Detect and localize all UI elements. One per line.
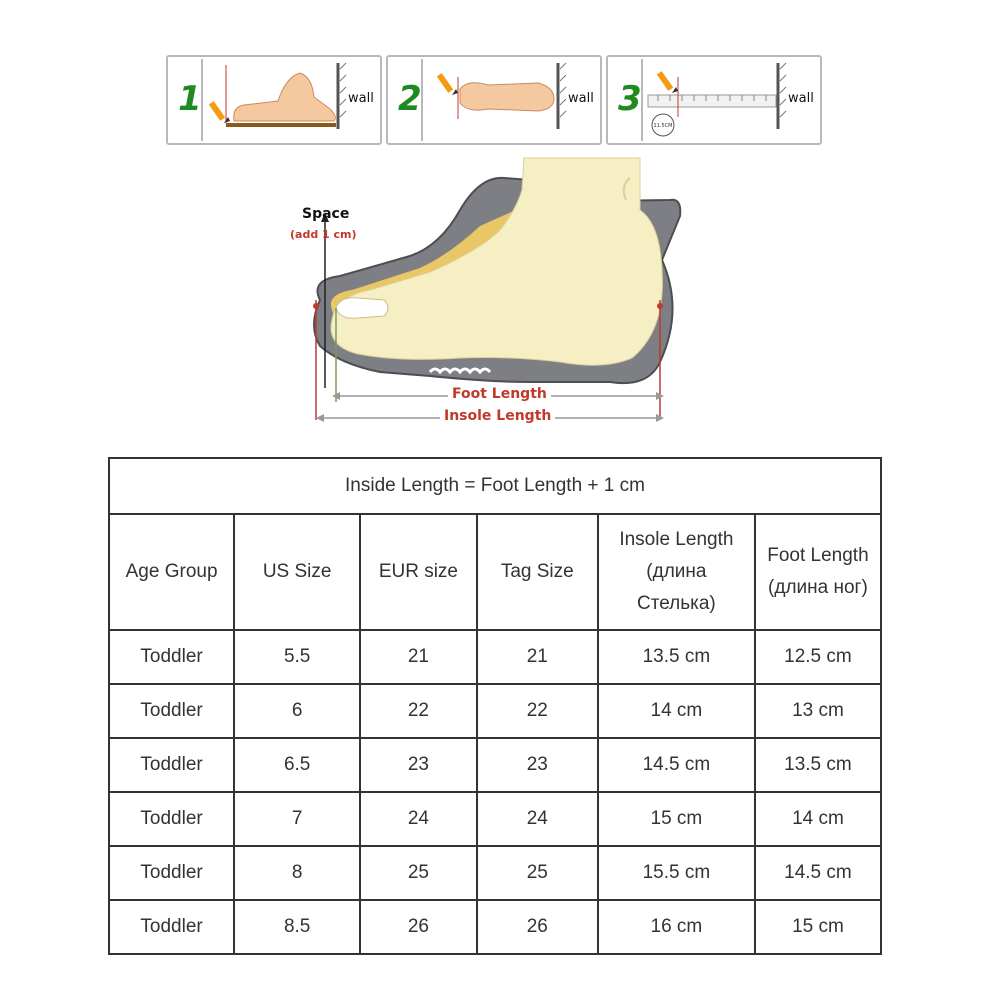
cell-us-size: 8: [234, 846, 360, 900]
cell-eur-size: 22: [360, 684, 477, 738]
size-chart-table: [108, 457, 882, 955]
cell-insole-length: 16 cm: [598, 900, 755, 954]
cell-tag-size: 23: [477, 738, 598, 792]
cell-tag-size: 21: [477, 630, 598, 684]
cell-age-group: Toddler: [109, 900, 234, 954]
insole-length-label: Insole Length: [440, 408, 555, 424]
cell-foot-length: 14 cm: [755, 792, 881, 846]
pencil-icon: [209, 101, 230, 123]
cell-foot-length: 13 cm: [755, 684, 881, 738]
space-note: (add 1 cm): [290, 228, 357, 241]
cell-age-group: Toddler: [109, 792, 234, 846]
cell-insole-length: 15.5 cm: [598, 846, 755, 900]
cell-foot-length: 15 cm: [755, 900, 881, 954]
space-label: Space: [302, 206, 350, 222]
measuring-steps: [166, 55, 818, 143]
step-3-wall-label: wall: [788, 91, 814, 106]
step-3-panel: [606, 55, 822, 145]
cell-foot-length: 14.5 cm: [755, 846, 881, 900]
header-tag-size: Tag Size: [477, 514, 598, 630]
table-title: Inside Length = Foot Length + 1 cm: [109, 458, 881, 514]
header-age-group: Age Group: [109, 514, 234, 630]
cell-age-group: Toddler: [109, 684, 234, 738]
pencil-icon: [437, 73, 458, 95]
cell-us-size: 5.5: [234, 630, 360, 684]
cell-eur-size: 23: [360, 738, 477, 792]
cell-tag-size: 24: [477, 792, 598, 846]
table-row: [109, 900, 881, 954]
step-2-wall-label: wall: [568, 91, 594, 106]
cell-insole-length: 14.5 cm: [598, 738, 755, 792]
cell-eur-size: 24: [360, 792, 477, 846]
step-3-number: 3: [618, 79, 642, 119]
cell-foot-length: 12.5 cm: [755, 630, 881, 684]
step-1-panel: [166, 55, 382, 145]
cell-age-group: Toddler: [109, 738, 234, 792]
cell-eur-size: 26: [360, 900, 477, 954]
header-insole-length: Insole Length (длина Стелька): [598, 514, 755, 630]
cell-insole-length: 15 cm: [598, 792, 755, 846]
cell-eur-size: 25: [360, 846, 477, 900]
cell-insole-length: 14 cm: [598, 684, 755, 738]
cell-us-size: 8.5: [234, 900, 360, 954]
step-2-panel: [386, 55, 602, 145]
table-title-row: [109, 458, 881, 514]
shoe-fit-diagram: [280, 150, 720, 440]
foot-length-label: Foot Length: [448, 386, 551, 402]
cell-age-group: Toddler: [109, 846, 234, 900]
ruler-badge-label: 11.5CM: [653, 123, 673, 129]
cell-eur-size: 21: [360, 630, 477, 684]
header-eur-size: EUR size: [360, 514, 477, 630]
cell-tag-size: 22: [477, 684, 598, 738]
cell-insole-length: 13.5 cm: [598, 630, 755, 684]
header-foot-length: Foot Length (длина ног): [755, 514, 881, 630]
cell-us-size: 7: [234, 792, 360, 846]
cell-foot-length: 13.5 cm: [755, 738, 881, 792]
pencil-icon: [657, 71, 678, 93]
table-row: [109, 630, 881, 684]
table-row: [109, 792, 881, 846]
header-us-size: US Size: [234, 514, 360, 630]
table-row: [109, 846, 881, 900]
step-1-number: 1: [178, 79, 202, 119]
cell-tag-size: 26: [477, 900, 598, 954]
table-header-row: [109, 514, 881, 630]
step-1-wall-label: wall: [348, 91, 374, 106]
table-row: [109, 738, 881, 792]
cell-us-size: 6: [234, 684, 360, 738]
cell-age-group: Toddler: [109, 630, 234, 684]
cell-tag-size: 25: [477, 846, 598, 900]
table-row: [109, 684, 881, 738]
cell-us-size: 6.5: [234, 738, 360, 792]
step-2-number: 2: [398, 79, 422, 119]
